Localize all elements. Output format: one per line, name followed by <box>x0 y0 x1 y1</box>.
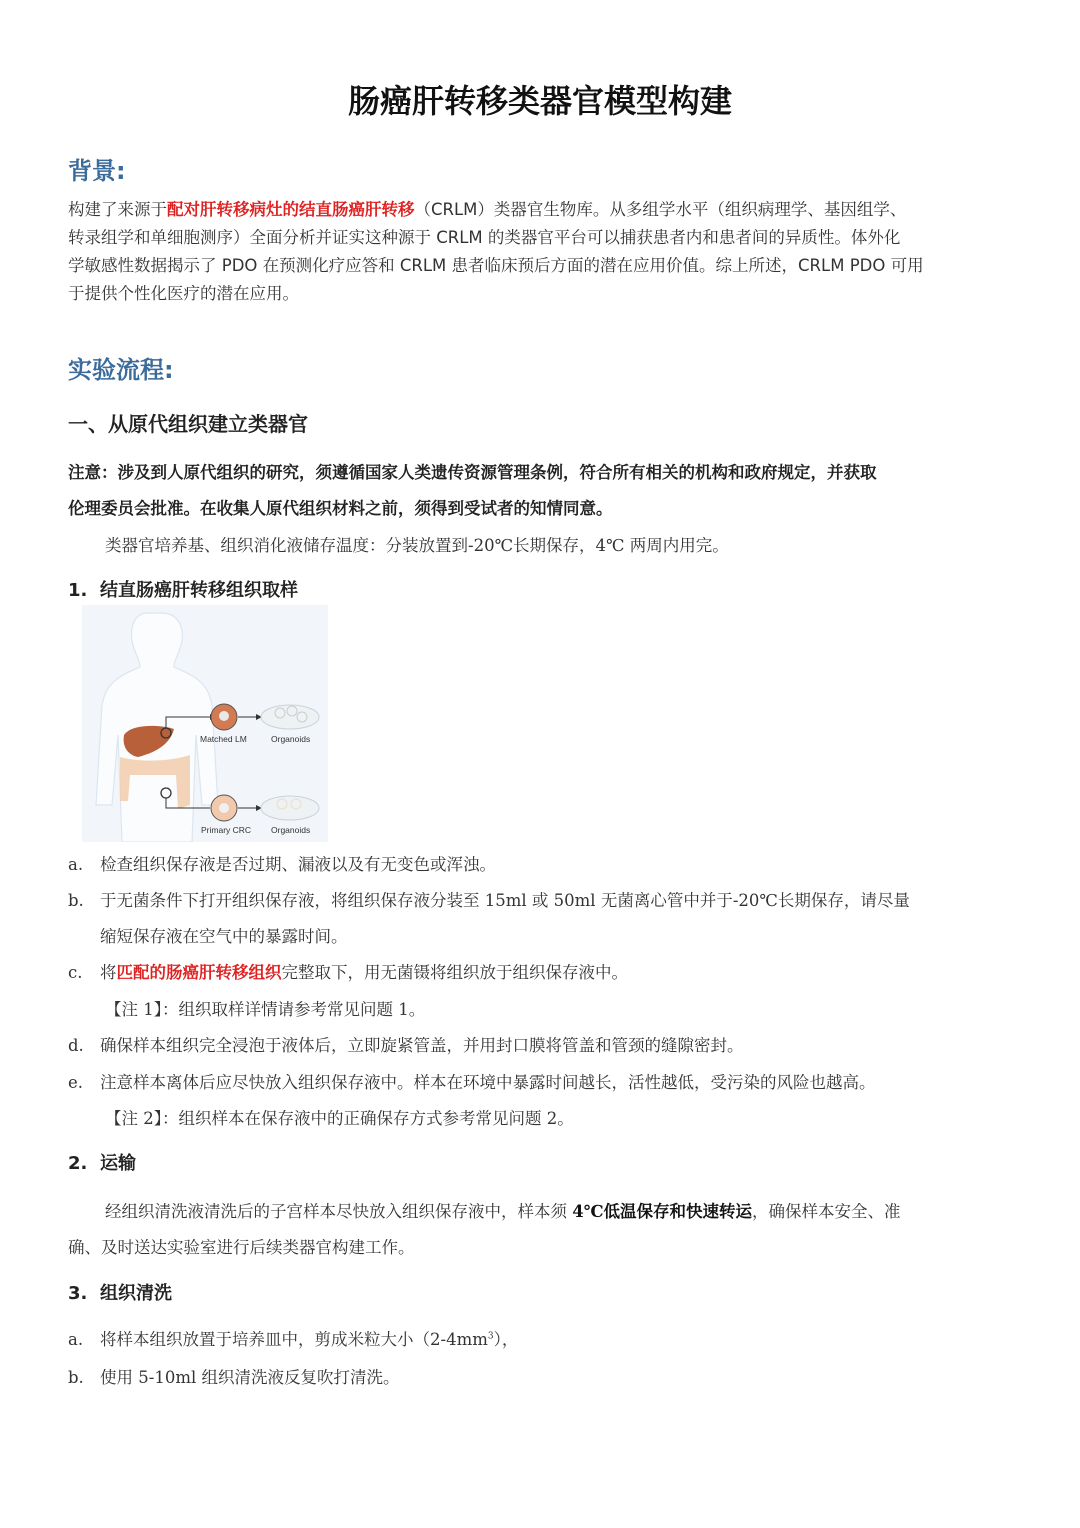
paragraph-text: ，确保样本安全、准 <box>752 1202 901 1221</box>
step3-item-a <box>68 1326 518 1350</box>
step1-item-b-cont: 缩短保存液在空气中的暴露时间。 <box>100 927 348 946</box>
paragraph-text: （CRLM）类器官生物库。从多组学水平（组织病理学、基因组学、 <box>414 200 907 219</box>
body-diagram <box>82 605 328 842</box>
highlight-text: 配对肝转移病灶的结直肠癌肝转移 <box>167 200 415 219</box>
superscript: 3 <box>487 1331 494 1342</box>
item-label: a. <box>68 1330 84 1349</box>
paragraph-text: 经组织清洗液清洗后的子宫样本尽快放入组织保存液中，样本须 <box>105 1202 573 1221</box>
step1-heading <box>68 576 298 602</box>
paragraph-text: 于提供个性化医疗的潜在应用。 <box>68 284 299 303</box>
dish-icon <box>261 796 319 820</box>
step-title: 运输 <box>100 1153 136 1174</box>
dish-icon <box>261 705 319 729</box>
label-matched-lm: Matched LM <box>200 734 247 744</box>
step-number: 1. <box>68 580 88 601</box>
storage-text: 类器官培养基、组织消化液储存温度：分装放置到-20℃长期保存，4℃ 两周内用完。 <box>105 536 729 555</box>
step2-heading <box>68 1149 136 1175</box>
item-text: 完整取下，用无菌镊将组织放于组织保存液中。 <box>281 963 628 982</box>
step-number: 3. <box>68 1283 88 1304</box>
item-label: e. <box>68 1073 84 1092</box>
item-label: b. <box>68 891 84 910</box>
notice-line-1: 注意：涉及到人原代组织的研究，须遵循国家人类遗传资源管理条例，符合所有相关的机构和政府规定，并获取 <box>68 463 877 482</box>
paragraph-text: 转录组学和单细胞测序）全面分析并证实这种源于 CRLM 的类器官平台可以捕获患者内和患者间的异质性。体外化 <box>68 228 901 247</box>
background-heading: 背景: <box>68 157 126 185</box>
step1-item-a <box>68 851 496 875</box>
page-title: 肠癌肝转移类器官模型构建 <box>347 82 732 120</box>
step2-paragraph-cont: 确、及时送达实验室进行后续类器官构建工作。 <box>68 1238 415 1257</box>
label-organoids-2: Organoids <box>271 825 311 835</box>
item-text: 于无菌条件下打开组织保存液，将组织保存液分装至 15ml 或 50ml 无菌离心管中并于-20℃长期保存，请尽量 <box>100 891 910 910</box>
item-text: 使用 5-10ml 组织清洗液反复吹打清洗。 <box>100 1368 400 1387</box>
paragraph-text: 学敏感性数据揭示了 PDO 在预测化疗应答和 CRLM 患者临床预后方面的潜在应用价值。综上所述，CRLM PDO 可用 <box>68 256 924 275</box>
step1-item-e <box>68 1069 876 1093</box>
step1-item-d <box>68 1032 744 1056</box>
paragraph-text: 构建了来源于 <box>68 200 167 219</box>
step-number: 2. <box>68 1153 88 1174</box>
label-primary-crc: Primary CRC <box>201 825 252 835</box>
background-line <box>68 252 924 276</box>
step3-item-b <box>68 1364 399 1388</box>
step1-item-b <box>68 887 910 911</box>
step3-heading <box>68 1279 172 1305</box>
item-text: ）， <box>493 1330 519 1349</box>
section1-heading: 一、从原代组织建立类器官 <box>68 412 308 436</box>
note-1: 【注 1】：组织取样详情请参考常见问题 1。 <box>105 1000 426 1019</box>
background-line <box>68 224 900 248</box>
item-label: d. <box>68 1036 84 1055</box>
item-text: 注意样本离体后应尽快放入组织保存液中。样本在环境中暴露时间越长，活性越低，受污染的风险也越高。 <box>100 1073 876 1092</box>
label-organoids-1: Organoids <box>271 734 311 744</box>
sampling-illustration <box>82 605 328 842</box>
notice-line-2: 伦理委员会批准。在收集人原代组织材料之前，须得到受试者的知情同意。 <box>68 499 613 518</box>
highlight-text: 匹配的肠癌肝转移组织 <box>116 963 282 982</box>
item-label: b. <box>68 1368 84 1387</box>
background-line <box>68 280 299 304</box>
item-text: 确保样本组织完全浸泡于液体后，立即旋紧管盖，并用封口膜将管盖和管颈的缝隙密封。 <box>100 1036 744 1055</box>
item-text: 将样本组织放置于培养皿中，剪成米粒大小（2-4mm <box>100 1330 488 1349</box>
note-2: 【注 2】：组织样本在保存液中的正确保存方式参考常见问题 2。 <box>105 1109 574 1128</box>
item-text: 将 <box>100 963 117 982</box>
item-label: a. <box>68 855 84 874</box>
step1-item-c <box>68 959 628 983</box>
item-text: 检查组织保存液是否过期、漏液以及有无变色或浑浊。 <box>100 855 496 874</box>
workflow-heading: 实验流程: <box>68 356 174 384</box>
step2-paragraph <box>105 1198 901 1222</box>
step-title: 结直肠癌肝转移组织取样 <box>100 580 298 601</box>
bold-text: 4℃低温保存和快速转运 <box>572 1202 753 1221</box>
background-line <box>68 196 906 220</box>
step-title: 组织清洗 <box>100 1283 172 1304</box>
item-label: c. <box>68 963 83 982</box>
